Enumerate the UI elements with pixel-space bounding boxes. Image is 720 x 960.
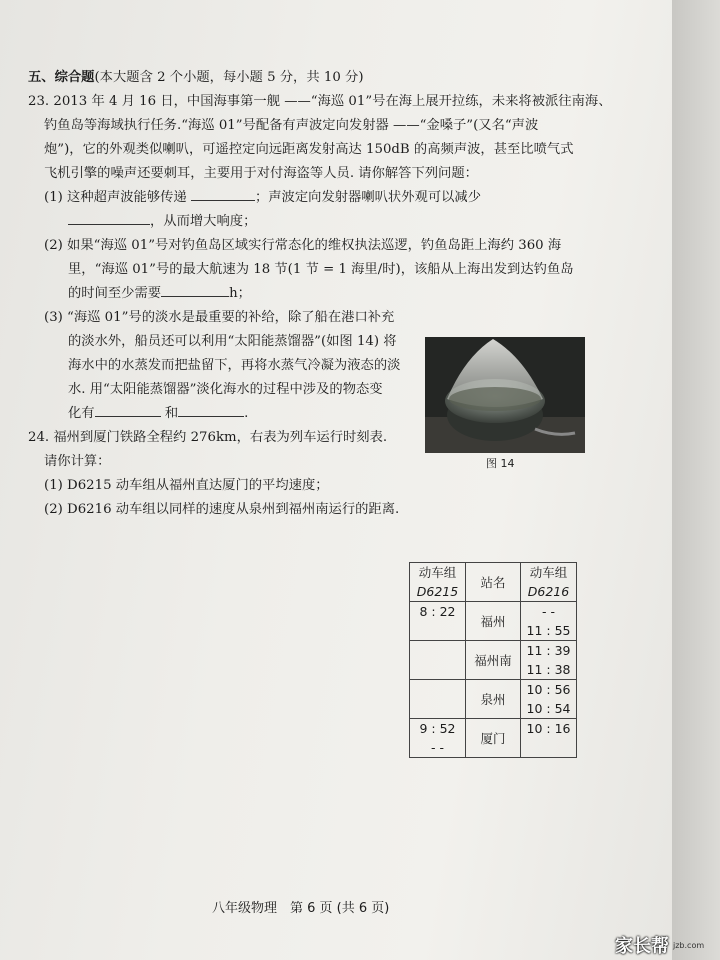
solar-still-photo (425, 337, 585, 453)
q23-part2-line1: (2) 如果“海巡 01”号对钓鱼岛区域实行常态化的维权执法巡逻，钓鱼岛距上海约 360 海 (44, 238, 562, 253)
q23-line-2: 钓鱼岛等海域执行任务.“海巡 01”号配备有声波定向发射器 ——“金嗓子”(又名“声波 (44, 118, 539, 133)
section-desc: (本大题含 2 个小题，每小题 5 分，共 10 分) (94, 70, 364, 85)
table-row: 8 : 22 福州 - - 11 : 55 (410, 602, 577, 641)
header-station: 站名 (466, 563, 521, 602)
q23-p3-text-g: . (244, 406, 249, 421)
q23-line-3: 炮”)，它的外观类似喇叭，可遥控定向远距离发射高达 150dB 的高频声波，甚至比喷气式 (44, 142, 574, 157)
header-d6215: 动车组 D6215 (410, 563, 466, 602)
figure-caption: 图 14 (486, 457, 515, 470)
q24-sub1: (1) D6215 动车组从福州直达厦门的平均速度； (44, 478, 329, 493)
q23-part3-line4: 水. 用“太阳能蒸馏器”淡化海水的过程中涉及的物态变 (68, 382, 383, 397)
q23-part2-line3 (28, 282, 588, 306)
table-header-row (410, 563, 577, 602)
q23-part3-line2: 的淡水外，船员还可以利用“太阳能蒸馏器”(如图 14) 将 (68, 334, 397, 349)
q23-p3-text-f: 和 (164, 406, 179, 421)
answer-blank-1[interactable] (191, 186, 255, 201)
q23-part3-line3: 海水中的水蒸发而把盐留下，再将水蒸气冷凝为液态的淡 (68, 358, 401, 373)
answer-blank-3[interactable] (161, 282, 229, 297)
q24-sub2: (2) D6216 动车组以同样的速度从泉州到福州南运行的距离. (44, 502, 400, 517)
watermark-logo: 家长帮 (615, 936, 669, 957)
q23-p1-text-c: ，从而增大响度； (150, 214, 257, 229)
q23-p2-text-c: 的时间至少需要 (68, 286, 162, 301)
train-timetable (409, 562, 577, 758)
header-d6216: 动车组 D6216 (521, 563, 577, 602)
solar-still-illustration (425, 337, 585, 453)
q24-intro: 24. 福州到厦门铁路全程约 276km，右表为列车运行时刻表. (28, 430, 388, 445)
section-title: 五、综合题 (28, 70, 95, 85)
page-footer: 八年级物理 第 6 页 (共 6 页) (212, 901, 390, 916)
q23-part3-line1: (3) “海巡 01”号的淡水是最重要的补给，除了船在港口补充 (44, 310, 395, 325)
q24-ask: 请你计算： (44, 454, 111, 469)
table-row: 9 : 52 - - 厦门 10 : 16 (410, 719, 577, 758)
q23-p3-text-e: 化有 (68, 406, 95, 421)
answer-blank-4[interactable] (95, 402, 161, 417)
watermark-url: jzb.com (673, 941, 705, 950)
table-row: 泉州 10 : 56 10 : 54 (410, 680, 577, 719)
answer-blank-5[interactable] (178, 402, 244, 417)
table-row: 福州南 11 : 39 11 : 38 (410, 641, 577, 680)
q23-line-1: 23. 2013 年 4 月 16 日，中国海事第一舰 ——“海巡 01”号在海上展开拉练，未来将被派往南海、 (28, 94, 612, 109)
section-heading (28, 66, 588, 90)
q23-part1-cont (28, 210, 588, 234)
page-edge (672, 0, 720, 960)
q23-part2-line2: 里，“海巡 01”号的最大航速为 18 节(1 节 = 1 海里/时)，该船从上海出发到达钓鱼岛 (68, 262, 574, 277)
q23-p1-text: (1) 这种超声波能够传递 (44, 190, 187, 205)
answer-blank-2[interactable] (68, 210, 150, 225)
q23-part1 (28, 186, 588, 210)
q23-p1-text-b: ；声波定向发射器喇叭状外观可以减少 (254, 190, 482, 205)
question-area (28, 66, 612, 522)
q23-line-4: 飞机引擎的噪声还要刺耳，主要用于对付海盗等人员. 请你解答下列问题： (44, 166, 478, 181)
q23-p2-text-d: h； (229, 286, 251, 301)
